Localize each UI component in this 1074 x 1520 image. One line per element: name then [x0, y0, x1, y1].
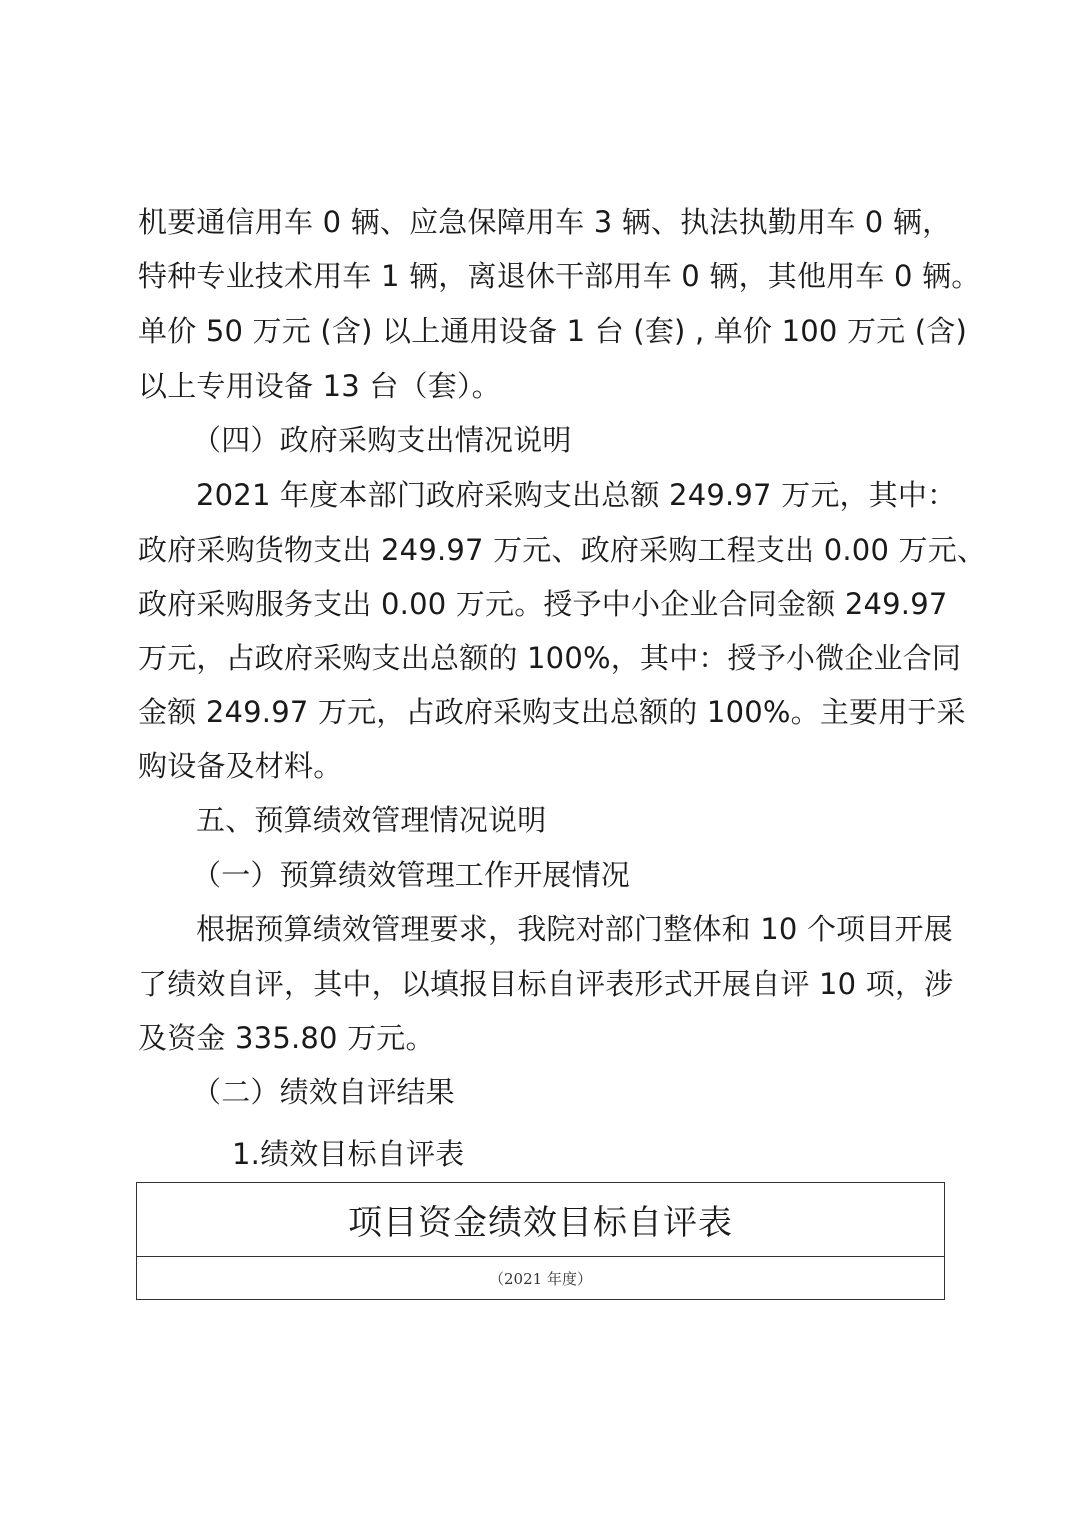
paragraph-line: 政府采购货物支出 249.97 万元、政府采购工程支出 0.00 万元、 [138, 533, 987, 567]
paragraph-line: 了绩效自评，其中，以填报目标自评表形式开展自评 10 项，涉 [138, 967, 954, 1001]
paragraph-line: 购设备及材料。 [138, 749, 343, 783]
paragraph-line: 机要通信用车 0 辆、应急保障用车 3 辆、执法执勤用车 0 辆， [138, 205, 952, 239]
section-heading: （二）绩效自评结果 [192, 1075, 455, 1109]
section-heading: 五、预算绩效管理情况说明 [196, 803, 547, 837]
paragraph-line: 单价 50 万元 (含) 以上通用设备 1 台 (套) , 单价 100 万元 (含) [138, 314, 968, 348]
paragraph-line: 金额 249.97 万元，占政府采购支出总额的 100%。主要用于采 [138, 695, 966, 729]
paragraph-line: 2021 年度本部门政府采购支出总额 249.97 万元，其中： [196, 478, 957, 512]
paragraph-line: 特种专业技术用车 1 辆，离退休干部用车 0 辆，其他用车 0 辆。 [138, 259, 981, 293]
table-year: （2021 年度） [489, 1269, 592, 1288]
evaluation-table [136, 1182, 945, 1300]
paragraph-line: 政府采购服务支出 0.00 万元。授予中小企业合同金额 249.97 [138, 587, 948, 621]
section-heading: （一）预算绩效管理工作开展情况 [192, 858, 631, 892]
paragraph-line: 根据预算绩效管理要求，我院对部门整体和 10 个项目开展 [196, 912, 953, 946]
paragraph-line: 万元，占政府采购支出总额的 100%，其中：授予小微企业合同 [138, 641, 962, 675]
paragraph-line: 及资金 335.80 万元。 [138, 1021, 435, 1055]
section-heading: （四）政府采购支出情况说明 [192, 423, 572, 457]
table-title: 项目资金绩效目标自评表 [137, 1183, 944, 1257]
section-heading: 1.绩效目标自评表 [232, 1137, 465, 1171]
paragraph-line: 以上专用设备 13 台（套）。 [138, 369, 501, 403]
